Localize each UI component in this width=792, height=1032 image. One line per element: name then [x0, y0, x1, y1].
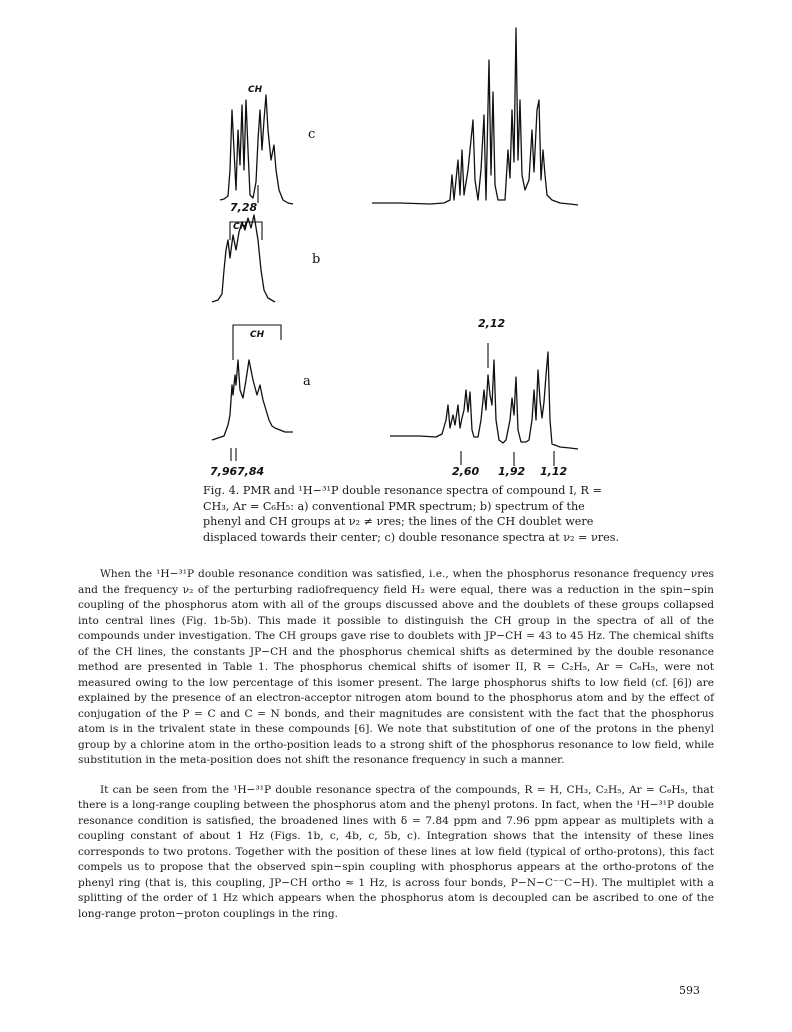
shift-label-c: 7,28	[230, 201, 258, 214]
spectrum-trace-a-left	[212, 360, 293, 440]
nmr-figure	[0, 0, 792, 480]
spectrum-trace-c-right	[372, 28, 578, 205]
nmr-spectra-svg	[0, 0, 792, 480]
axis-label-7-84: 7,84	[237, 465, 265, 478]
spectrum-trace-c-left	[220, 95, 293, 204]
trace-label-b: b	[312, 252, 321, 267]
article-body	[78, 567, 714, 922]
paragraph-2: It can be seen from the ¹H−³¹P double resonance spectra of the compounds, R = H, CH₃, C₂H₅, Ar = C₆H₅, that there is a long-range coupling between the phosphorus atom and the phenyl protons. In fact, when the ¹H−³¹P double resonance condition is satisfied, the broadened lines with δ = 7.84 ppm and 7.96 ppm appear as multiplets with a coupling constant of about 1 Hz (Figs. 1b, c, 4b, c, 5b, c). Integration shows that the intensity of these lines corresponds to two protons. Together with the position of these lines at low field (typical of ortho-protons), this fact compels us to propose that the observed spin−spin coupling with phosphorus appears at the ortho-protons of the phenyl ring (that is, this coupling, JP−CH ortho ≈ 1 Hz, is across four bonds, P−N−C⁻⁻C−H). The multiplet with a splitting of the order of 1 Hz which appears when the phosphorus atom is decoupled can be ascribed to one of the long-range proton−proton couplings in the ring.	[78, 783, 714, 920]
axis-label-7-96: 7,96	[210, 465, 238, 478]
trace-label-a: a	[303, 374, 311, 389]
page-number: 593	[679, 984, 700, 997]
axis-label-1-92: 1,92	[498, 465, 526, 478]
figure-caption	[203, 483, 623, 545]
group-label-ch-b: CH	[233, 222, 248, 232]
group-label-ch-a: CH	[250, 330, 265, 340]
paragraph-1: When the ¹H−³¹P double resonance condition was satisfied, i.e., when the phosphorus resonance frequency νres and the frequency ν₂ of the perturbing radiofrequency field H₂ were equal, there was a reduction in the spin−spin coupling of the phosphorus atom with all of the groups discussed above and the doublets of these groups collapsed into central lines (Fig. 1b-5b). This made it possible to distinguish the CH group in the spectra of all of the compounds under investigation. The CH groups gave rise to doublets with JP−CH = 43 to 45 Hz. The chemical shifts of the CH lines, the constants JP−CH and the phosphorus chemical shifts as determined by the double resonance method are presented in Table 1. The phosphorus chemical shifts of isomer II, R = C₂H₅, Ar = C₆H₅, were not measured owing to the low percentage of this isomer present. The large phosphorus shifts to low field (cf. [6]) are explained by the presence of an electron-acceptor nitrogen atom bound to the phosphorus atom and by the effect of conjugation of the P = C and C = N bonds, and their magnitudes are consistent with the fact that the phosphorus atom is in the trivalent state in these compounds [6]. We note that substitution of one of the protons in the phenyl group by a chlorine atom in the ortho-position leads to a strong shift of the phosphorus resonance to low field, while substitution in the meta-position does not shift the resonance frequency in such a manner.	[78, 568, 714, 766]
axis-label-2-60: 2,60	[452, 465, 480, 478]
caption-lead: Fig. 4.	[203, 484, 240, 497]
spectrum-trace-a-right	[390, 352, 578, 449]
trace-label-c: c	[308, 127, 316, 142]
group-label-ch-c: CH	[248, 85, 263, 95]
caption-text: PMR and ¹H−³¹P double resonance spectra of compound I, R = CH₃, Ar = C₆H₅: a) conventional PMR spectrum; b) spectrum of the phenyl and CH groups at ν₂ ≠ νres; the lines of the CH doublet were displaced towards their center; c) double resonance spectra at ν₂ = νres.	[203, 484, 620, 544]
axis-label-1-12: 1,12	[540, 465, 568, 478]
shift-label-a: 2,12	[478, 317, 506, 330]
